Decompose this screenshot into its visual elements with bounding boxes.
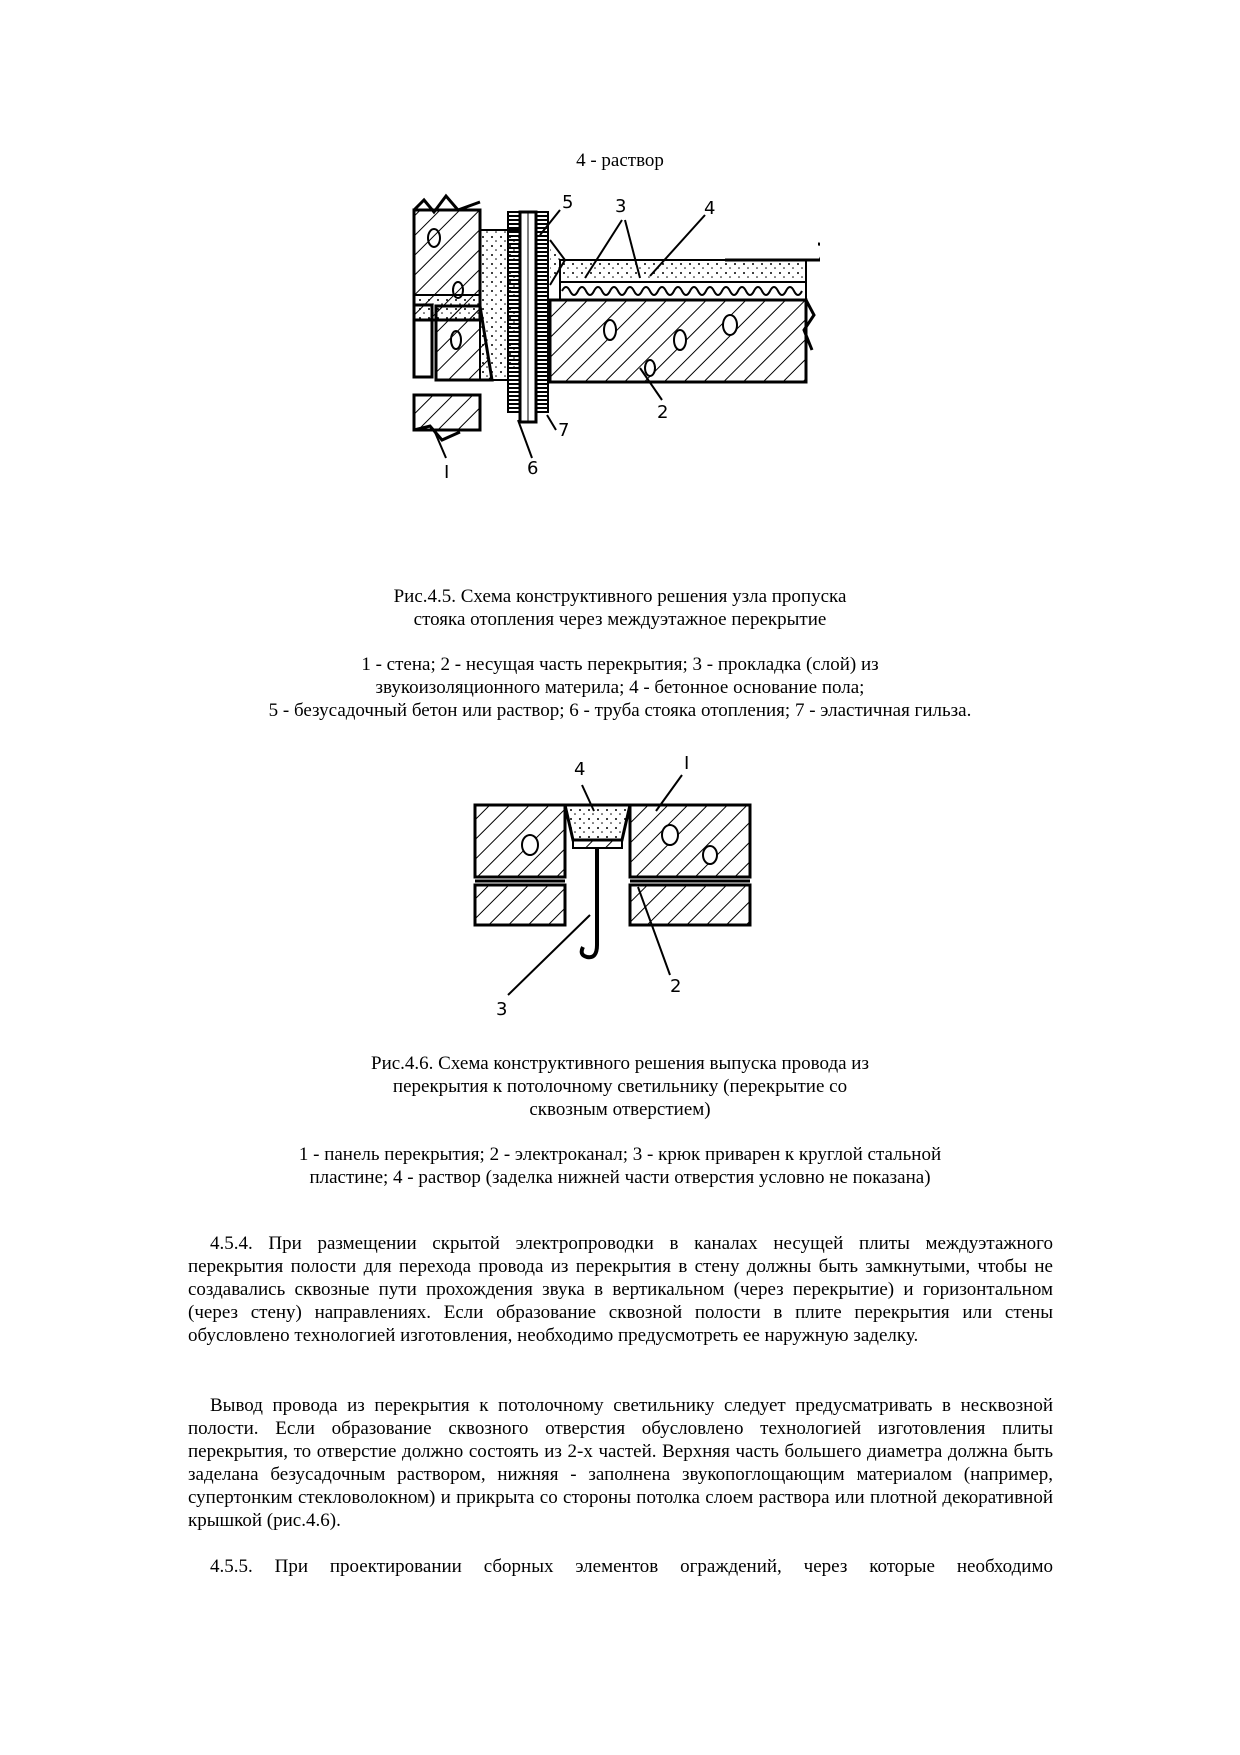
caption-line: стояка отопления через междуэтажное перекрытие (413, 609, 827, 630)
floor-slab (550, 240, 820, 382)
paragraph-light-output: Вывод провода из перекрытия к потолочному светильнику следует предусматривать в несквозной полости. Если образование сквозного отверстия обусловлено технологией изготовления плиты перекрытия, то отверстие должно состоять из 2-х частей. Верхняя часть большего диаметра должна быть заделана безусадочным раствором, нижняя - заполнена звукопоглощающим материалом (например, супертонким стекловолокном) и прикрыта со стороны потолка слоем раствора или плотной декоративной крышкой (рис.4.6). (188, 1395, 1053, 1531)
caption-line: Рис.4.6. Схема конструктивного решения выпуска провода из (371, 1053, 869, 1074)
callout-2: 2 (657, 402, 669, 423)
caption-line: Рис.4.5. Схема конструктивного решения узла пропуска (393, 586, 847, 607)
figure-4-5-caption (200, 585, 1040, 631)
callout-I: I (684, 753, 690, 774)
callout-2: 2 (670, 976, 682, 997)
legend-line: пластине; 4 - раствор (заделка нижней части отверстия условно не показана) (309, 1167, 931, 1188)
callout-4: 4 (704, 198, 716, 219)
caption-line: сквозным отверстием) (529, 1099, 711, 1120)
figure-4-6-diagram (470, 745, 760, 1035)
mortar-plug (565, 805, 630, 840)
top-label: 4 - раствор (576, 150, 664, 171)
callout-3: 3 (496, 999, 508, 1020)
wall-lower (414, 305, 492, 440)
callout-6: 6 (527, 458, 539, 479)
paragraph-4-5-4: 4.5.4. При размещении скрытой электропроводки в каналах несущей плиты междуэтажного перекрытия полости для перехода провода из перекрытия в стену должны быть замкнутыми, чтобы не создавались сквозные пути прохождения звука в вертикальном (через перекрытие) и горизонтальном (через стену) направлениях. Если образование сквозной полости в плите перекрытия или стены обусловлено технологией изготовления, необходимо предусмотреть ее наружную заделку. (188, 1233, 1053, 1346)
caption-line: перекрытия к потолочному светильнику (перекрытие со (392, 1076, 848, 1097)
callout-I: I (444, 462, 450, 483)
callout-3: 3 (615, 196, 627, 217)
riser-pipe (508, 212, 548, 422)
legend-line: 1 - стена; 2 - несущая часть перекрытия; 3 - прокладка (слой) из (361, 654, 879, 675)
figure-4-5-diagram (400, 190, 820, 550)
paragraph-4-5-5: 4.5.5. При проектировании сборных элементов ограждений, через которые необходимо (210, 1556, 1053, 1577)
figure-4-6-caption (200, 1052, 1040, 1121)
callout-4: 4 (574, 759, 586, 780)
legend-line: 5 - безусадочный бетон или раствор; 6 - труба стояка отопления; 7 - эластичная гильза. (268, 700, 972, 721)
callout-5: 5 (562, 192, 574, 213)
ceiling-hook (582, 848, 597, 957)
steel-plate (573, 840, 622, 848)
figure-4-5-legend (180, 653, 1060, 722)
legend-line: 1 - панель перекрытия; 2 - электроканал; 3 - крюк приварен к круглой стальной (298, 1144, 942, 1165)
callout-7: 7 (558, 420, 570, 441)
legend-line: звукоизоляционного материла; 4 - бетонное основание пола; (375, 677, 865, 698)
figure-4-6-legend (200, 1143, 1040, 1189)
